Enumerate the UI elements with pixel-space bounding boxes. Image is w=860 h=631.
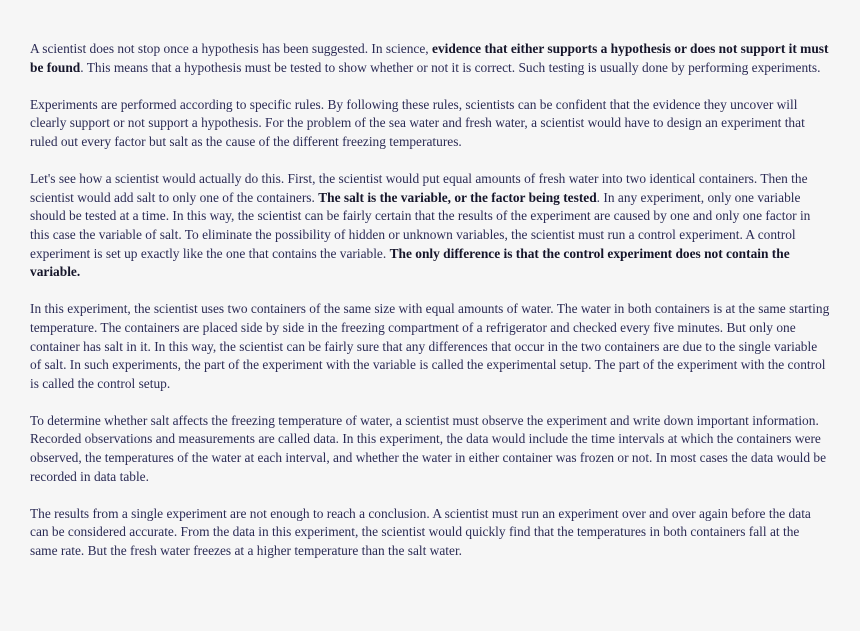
text-segment: A scientist does not stop once a hypothesis has been suggested. In science, [30, 41, 433, 56]
text-segment: In this experiment, the scientist uses two containers of the same size with equal amounts of water. The water in both containers is at the same starting temperature. The containers are placed side by side in the freezing compartment of a refrigerator and checked every five minutes. But only one container has salt in it. In this way, the scientist can be fairly sure that any differences that occur in the two containers are due to the single variable of salt. In such experiments, the part of the experiment with the variable is called the experimental setup. The part of the experiment with the control is called the control setup. [30, 301, 830, 391]
paragraph-hypothesis-testing [30, 40, 830, 77]
text-segment: To determine whether salt affects the freezing temperature of water, a scientist must observe the experiment and write down important information. Recorded observations and measurements are called data. In this experiment, the data would include the time intervals at which the containers were observed, the temperatures of the water at each interval, and whether the water in either container was frozen or not. In most cases the data would be recorded in data table. [30, 412, 827, 484]
paragraph-results-conclusion [30, 505, 830, 561]
emphasis-text: evidence that either supports a hypothesis or does not support it must be found [30, 41, 829, 75]
text-segment: . In any experiment, only one variable should be tested at a time. In this way, the scientist can be fairly certain that the results of the experiment are caused by one and only one factor in this case the variable of salt. To eliminate the possibility of hidden or unknown variables, the scientist must run a control experiment. A control experiment is set up exactly like the one that contains the variable. [30, 189, 811, 261]
document-body [30, 40, 830, 579]
text-segment: The results from a single experiment are not enough to reach a conclusion. A scientist must run an experiment over and over again before the data can be considered accurate. From the data in this experiment, the scientist would quickly find that the temperatures in both containers fall at the same rate. But the fresh water freezes at a higher temperature than the salt water. [30, 505, 811, 559]
paragraph-experimental-setup [30, 300, 830, 393]
emphasis-text: The salt is the variable, or the factor being tested [318, 189, 597, 205]
text-segment: Experiments are performed according to specific rules. By following these rules, scientists can be confident that the evidence they uncover will clearly support or not support a hypothesis. For the problem of the sea water and fresh water, a scientist would have to design an experiment that ruled out every factor but salt as the cause of the different freezing temperatures. [30, 96, 805, 149]
text-segment: . This means that a hypothesis must be tested to show whether or not it is correct. Such testing is usually done by performing experiments. [80, 59, 821, 75]
paragraph-variable-and-control [30, 170, 830, 282]
emphasis-text: The only difference is that the control experiment does not contain the variable. [30, 245, 790, 280]
paragraph-data-recording [30, 412, 830, 486]
text-segment: Let's see how a scientist would actually do this. First, the scientist would put equal amounts of fresh water into two identical containers. Then the scientist would add salt to only one of the containers. [30, 171, 808, 205]
paragraph-experiment-rules [30, 96, 830, 152]
